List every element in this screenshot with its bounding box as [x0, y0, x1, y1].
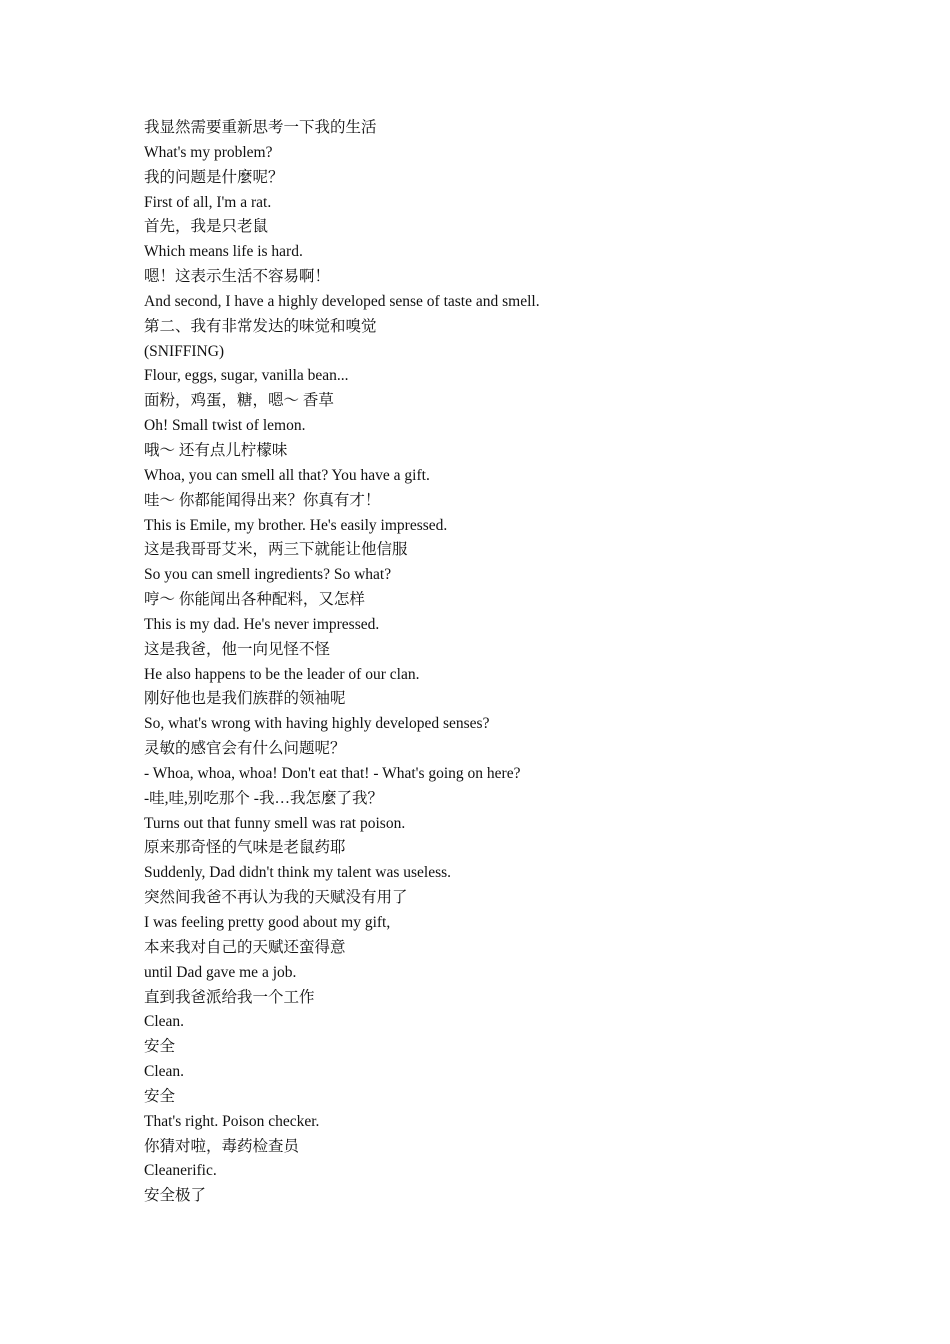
- text-line: 安全极了: [144, 1187, 207, 1205]
- text-line: Clean.: [144, 1063, 185, 1081]
- text-line: 刚好他也是我们族群的领袖呢: [144, 690, 346, 708]
- text-line: Suddenly, Dad didn't think my talent was useless.: [144, 864, 452, 882]
- text-line: 安全: [144, 1038, 176, 1056]
- text-line: 突然间我爸不再认为我的天赋没有用了: [144, 889, 408, 907]
- text-line: So, what's wrong with having highly developed senses?: [144, 715, 490, 733]
- text-line: This is Emile, my brother. He's easily impressed.: [144, 516, 448, 534]
- text-line: Whoa, you can smell all that? You have a gift.: [144, 466, 430, 484]
- text-line: Which means life is hard.: [144, 243, 303, 261]
- text-line: 你猜对啦，毒药检查员: [144, 1137, 300, 1155]
- text-line: That's right. Poison checker.: [144, 1112, 320, 1130]
- text-line: 直到我爸派给我一个工作: [144, 988, 315, 1006]
- text-line: 灵敏的感官会有什么问题呢？: [144, 740, 346, 758]
- text-line: And second, I have a highly developed sense of taste and smell.: [144, 292, 540, 310]
- text-line: 面粉，鸡蛋，糖，嗯～ 香草: [144, 392, 334, 410]
- text-line: - Whoa, whoa, whoa! Don't eat that! - What's going on here?: [144, 764, 521, 782]
- text-line: 原来那奇怪的气味是老鼠药耶: [144, 839, 346, 857]
- text-line: 我显然需要重新思考一下我的生活: [144, 119, 377, 136]
- text-line: He also happens to be the leader of our clan.: [144, 665, 420, 683]
- text-line: First of all, I'm a rat.: [144, 193, 272, 211]
- text-line: Cleanerific.: [144, 1162, 217, 1180]
- text-line: 首先，我是只老鼠: [144, 218, 269, 236]
- text-line: This is my dad. He's never impressed.: [144, 615, 380, 633]
- text-line: -哇,哇,别吃那个 -我…我怎麼了我？: [144, 789, 383, 807]
- text-line: 安全: [144, 1087, 176, 1105]
- text-line: Flour, eggs, sugar, vanilla bean...: [144, 367, 349, 385]
- text-line: Oh! Small twist of lemon.: [144, 417, 306, 435]
- text-line: I was feeling pretty good about my gift,: [144, 914, 391, 931]
- text-line: So you can smell ingredients? So what?: [144, 566, 392, 584]
- text-line: 第二、我有非常发达的味觉和嗅觉: [144, 317, 377, 335]
- text-line: What's my problem?: [144, 143, 273, 161]
- text-line: 哇～ 你都能闻得出来？你真有才！: [144, 491, 381, 509]
- text-line: Turns out that funny smell was rat poison.: [144, 814, 406, 832]
- text-line: 嗯！这表示生活不容易啊！: [144, 268, 331, 286]
- text-line: 本来我对自己的天赋还蛮得意: [144, 938, 346, 956]
- text-line: 我的问题是什麼呢？: [144, 168, 284, 186]
- text-line: (SNIFFING): [144, 342, 225, 360]
- text-line: until Dad gave me a job.: [144, 963, 297, 981]
- text-line: Clean.: [144, 1013, 185, 1031]
- text-line: 这是我哥哥艾米，两三下就能让他信服: [144, 541, 408, 559]
- text-line: 哦～ 还有点儿柠檬味: [144, 441, 288, 459]
- text-line: 哼～ 你能闻出各种配料，又怎样: [144, 591, 365, 609]
- subtitle-text: [144, 116, 904, 1209]
- text-line: 这是我爸，他一向见怪不怪: [144, 640, 331, 658]
